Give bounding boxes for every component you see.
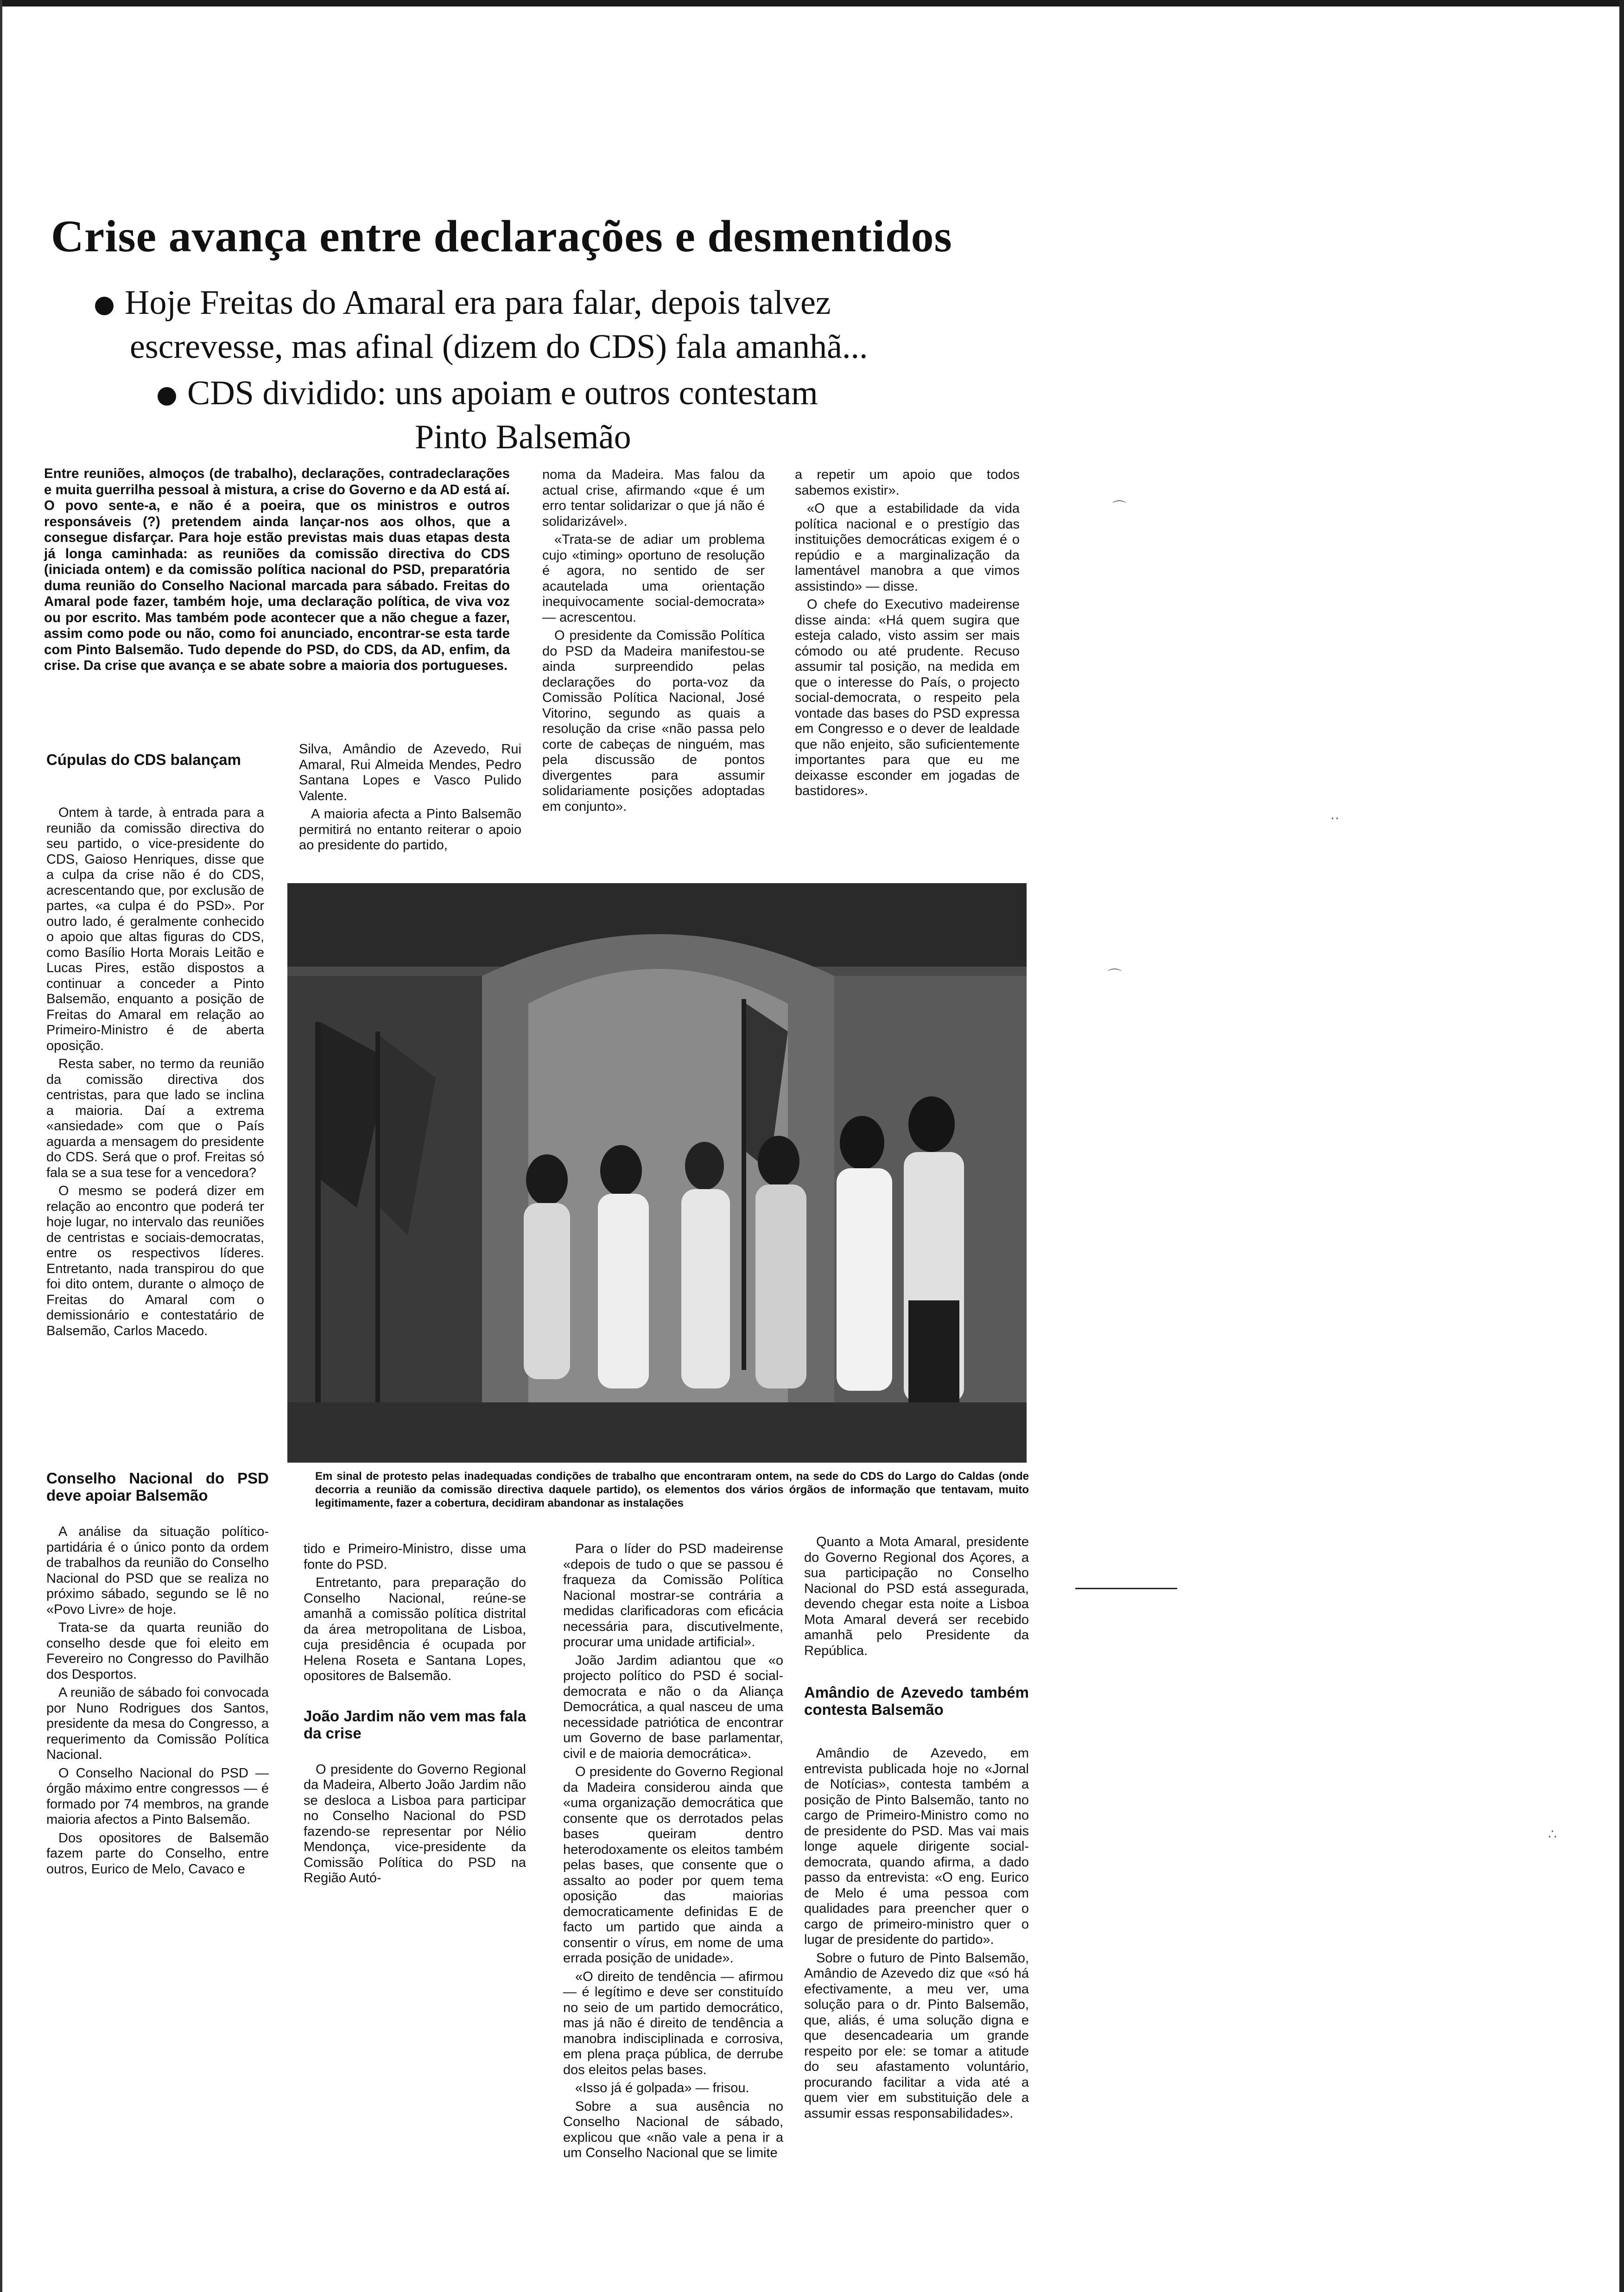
paragraph: «Trata-se de adiar um problema cujo «timing» oportuno de resolução é agora, no sentido de ser acautelada uma orientação inequivocamente social-democrata» — acrescentou. xyxy=(542,532,765,625)
paragraph: a repetir um apoio que todos sabemos existir». xyxy=(795,467,1020,498)
paragraph: Ontem à tarde, à entrada para a reunião da comissão directiva do seu partido, o vice-presidente do CDS, Gaioso Henriques, disse que a culpa da crise não é do CDS, acrescentando que, por exclusão de partes, «a culpa é do PSD». Por outro lado, é geralmente conhecido o apoio que altas figuras do CDS, como Basílio Horta Morais Leitão e Lucas Pires, estão dispostos a continuar a conceder a Pinto Balsemão, enquanto a posição de Freitas do Amaral em relação ao Primeiro-Ministro é de aberta oposição. xyxy=(46,805,264,1053)
subtitle-line-4: Pinto Balsemão xyxy=(415,418,631,456)
paragraph: tido e Primeiro-Ministro, disse uma fonte do PSD. xyxy=(304,1541,526,1572)
paragraph: «Isso já é golpada» — frisou. xyxy=(575,2081,749,2095)
paragraph: O Conselho Nacional do PSD — órgão máximo entre congressos — é formado por 74 membros, na grande maioria afectos a Pinto Balsemão. xyxy=(46,1765,269,1827)
scan-line-mark xyxy=(1075,1588,1177,1589)
paragraph: O chefe do Executivo madeirense disse ainda: «Há quem sugira que esteja calado, visto assim ser mais cómodo ou até prudente. Recuso assumir tal posição, na medida em que o interesse do País, o projecto social-democrata, o respeito pela vontade das bases do PSD expressa em Congresso e o dever de lealdade que não enjeito, são suficientemente importantes para que eu me deixasse esconder em jogadas de bastidores». xyxy=(795,597,1020,798)
photo-caption: Em sinal de protesto pelas inadequadas condições de trabalho que encontraram ontem, na sede do CDS do Largo do Caldas (onde decorria a reunião da comissão directiva daquele partido), os elementos dos vários órgãos de informação que tentavam, muito legitimamente, fazer a cobertura, decidiram abandonar as instalações xyxy=(315,1470,1029,1509)
section-heading: Amândio de Azevedo também contesta Balsemão xyxy=(804,1684,1029,1718)
paragraph: O presidente do Governo Regional da Madeira, Alberto João Jardim não se desloca a Lisboa para participar no Conselho Nacional do PSD fazendo-se representar por Nélio Mendonça, vice-presidente da Comissão Política do PSD na Região Autó- xyxy=(304,1762,526,1885)
paragraph: Silva, Amândio de Azevedo, Rui Amaral, Rui Almeida Mendes, Pedro Santana Lopes e Vasco Pulido Valente. xyxy=(299,742,521,803)
bullet-icon xyxy=(158,387,176,406)
paragraph: O presidente da Comissão Política do PSD da Madeira manifestou-se ainda surpreendido pelas declarações do porta-voz da Comissão Política Nacional, José Vitorino, segundo as quais a resolução da crise «não passa pelo corte de cabeças de ninguém, mas pela discussão de pontos divergentes para assumir solidariamente posições adoptadas em conjunto». xyxy=(542,628,765,814)
paragraph: noma da Madeira. Mas falou da actual crise, afirmando «que é um erro tentar solidarizar o que já não é solidarizável». xyxy=(542,467,765,529)
paragraph: O mesmo se poderá dizer em relação ao encontro que poderá ter hoje lugar, no intervalo das reuniões de centristas e sociais-democratas, entre os respectivos líderes. Entretanto, nada transpirou do que foi dito ontem, durante o almoço de Freitas do Amaral com o demissionário e contestatário de Balsemão, Carlos Macedo. xyxy=(46,1184,264,1338)
paragraph: Dos opositores de Balsemão fazem parte do Conselho, entre outros, Eurico de Melo, Cavaco e xyxy=(46,1830,269,1877)
scan-top-edge xyxy=(0,0,1624,6)
scan-left-edge xyxy=(0,0,2,2292)
column-4-top xyxy=(795,467,1020,802)
lead-paragraph: Entre reuniões, almoços (de trabalho), declarações, contradeclarações e muita guerrilha pessoal à mistura, a crise do Governo e da AD está aí. O povo sente-a, e não é a poeira, que os ministros e outros responsáveis (?) pretendem ainda lançar-nos aos olhos, que a consegue disfarçar. Para hoje estão previstas mais duas etapas desta já longa caminhada: as reuniões da comissão directiva do CDS (iniciada ontem) e da comissão política nacional do PSD, preparatória duma reunião do Conselho Nacional marcada para sábado. Freitas do Amaral pode fazer, também hoje, uma declaração política, de viva voz ou por escrito. Mas também pode acontecer que a não chegue a fazer, assim como pode ou não, como foi anunciado, encontrar-se esta tarde com Pinto Balsemão. Tudo depende do PSD, do CDS, da AD, enfim, da crise. Da crise que avança e se abate sobre a maioria dos portugueses. xyxy=(44,466,510,673)
headline: Crise avança entre declarações e desmentidos xyxy=(51,211,952,261)
paragraph: A maioria afecta a Pinto Balsemão permitirá no entanto reiterar o apoio ao presidente do partido, xyxy=(299,807,521,853)
paragraph: Sobre a sua ausência no Conselho Nacional de sábado, explicou que «não vale a pena ir a um Conselho Nacional que se limite xyxy=(563,2099,783,2160)
paragraph: A reunião de sábado foi convocada por Nuno Rodrigues dos Santos, presidente da mesa do Congresso, a requerimento da Comissão Política Nacional. xyxy=(46,1685,269,1762)
news-photo xyxy=(287,883,1027,1463)
column-4-bottom xyxy=(804,1534,1029,2124)
scan-right-edge xyxy=(1619,0,1624,2292)
column-2-top xyxy=(299,742,521,856)
subtitle-line-3: CDS dividido: uns apoiam e outros contestam xyxy=(158,371,818,415)
paragraph: A análise da situação político-partidária é o único ponto da ordem de trabalhos da reunião do Conselho Nacional do PSD que se realiza no próximo sábado, segundo se lê no «Povo Livre» de hoje. xyxy=(46,1524,269,1617)
subtitle-line-1: Hoje Freitas do Amaral era para falar, depois talvez xyxy=(95,280,831,325)
bullet-icon xyxy=(95,297,114,315)
section-conselho-nacional xyxy=(46,1470,269,1880)
section-heading: Conselho Nacional do PSD deve apoiar Balsemão xyxy=(46,1470,269,1504)
paragraph: Quanto a Mota Amaral, presidente do Governo Regional dos Açores, a sua participação no Conselho Nacional do PSD está assegurada, devendo chegar esta noite a Lisboa Mota Amaral deverá ser recebido amanhã pelo Presidente da República. xyxy=(804,1534,1029,1658)
paragraph: «O que a estabilidade da vida política nacional e o prestígio das instituições democráticas exigem é o repúdio e a marginalização da lamentável manobra a que vimos assistindo» — disse. xyxy=(795,501,1020,594)
paragraph: Sobre o futuro de Pinto Balsemão, Amândio de Azevedo diz que «só há efectivamente, a meu ver, uma solução para o dr. Pinto Balsemão, que, aliás, é uma solução digna e que desencadearia um grande respeito por ele: se tomar a atitude do seu afastamento voluntário, procurando facilitar a vida até a quem vier em substituição dele a assumir essas responsabilidades». xyxy=(804,1950,1029,2121)
scan-speck: ‥ xyxy=(1330,807,1340,822)
column-3-bottom xyxy=(563,1541,783,2164)
paragraph: Trata-se da quarta reunião do conselho desde que foi eleito em Fevereiro no Congresso do Pavilhão dos Desportos. xyxy=(46,1620,269,1682)
section-heading: João Jardim não vem mas fala da crise xyxy=(304,1707,526,1742)
scan-speck: ∴ xyxy=(1548,1827,1557,1842)
column-3-top xyxy=(542,467,765,817)
section-heading: Cúpulas do CDS balançam xyxy=(46,751,241,768)
paragraph: «O direito de tendência — afirmou — é legítimo e deve ser constituído no seio de um partido democrático, mas já não é direito de tendência a manobra indisciplinada e corrosiva, em plena praça pública, de derrube dos eleitos pelas bases. xyxy=(563,1969,783,2077)
paragraph: O presidente do Governo Regional da Madeira considerou ainda que «uma organização democrática que consente que os derrotados pelas bases queiram dentro heterodoxamente os eleitos também pelas bases, que consente que o assalto ao poder por quem tema oposição das maiorias democraticamente definidas E de facto um partido que ainda a consentir o vírus, em nome de uma errada posição de unidade». xyxy=(563,1764,783,1966)
subtitle-line-2: escrevesse, mas afinal (dizem do CDS) fala amanhã... xyxy=(130,328,868,366)
paragraph: Para o líder do PSD madeirense «depois de tudo o que se passou é fraqueza da Comissão Política Nacional mostrar-se contrária a medidas clarificadoras com eficácia necessária para, discutivelmente, procurar uma unidade artificial». xyxy=(563,1541,783,1649)
paragraph: João Jardim adiantou que «o projecto político do PSD é social-democrata e não o da Aliança Democrática, a qual nasceu de uma necessidade patriótica de encontrar um Governo de base parlamentar, civil e de maioria democrática». xyxy=(563,1653,783,1761)
scan-arc-mark: ⌒ xyxy=(1108,968,1122,984)
column-2-bottom xyxy=(304,1541,526,1889)
scan-arc-mark: ⌒ xyxy=(1112,500,1126,516)
paragraph: Amândio de Azevedo, em entrevista publicada hoje no «Jornal de Notícias», contesta também a posição de Pinto Balsemão, tanto no cargo de Primeiro-Ministro como no de presidente do PSD. Mas vai mais longe aquele dirigente social-democrata, quando afirma, a dado passo da entrevista: «O eng. Eurico de Melo é uma pessoa com qualidades para preencher quer o cargo de primeiro-ministro quer o lugar de presidente do partido». xyxy=(804,1746,1029,1947)
section-cupulas xyxy=(46,751,264,1342)
photo-illustration xyxy=(287,883,1027,1463)
paragraph: Resta saber, no termo da reunião da comissão directiva dos centristas, para que lado se inclina a maioria. Daí a extrema «ansiedade» com que o País aguarda a mensagem do presidente do CDS. Será que o prof. Freitas só fala se a sua tese for a vencedora? xyxy=(46,1057,264,1180)
paragraph: Entretanto, para preparação do Conselho Nacional, reúne-se amanhã a comissão política distrital da área metropolitana de Lisboa, cuja presidência é ocupada por Helena Roseta e Santana Lopes, opositores de Balsemão. xyxy=(304,1575,526,1683)
